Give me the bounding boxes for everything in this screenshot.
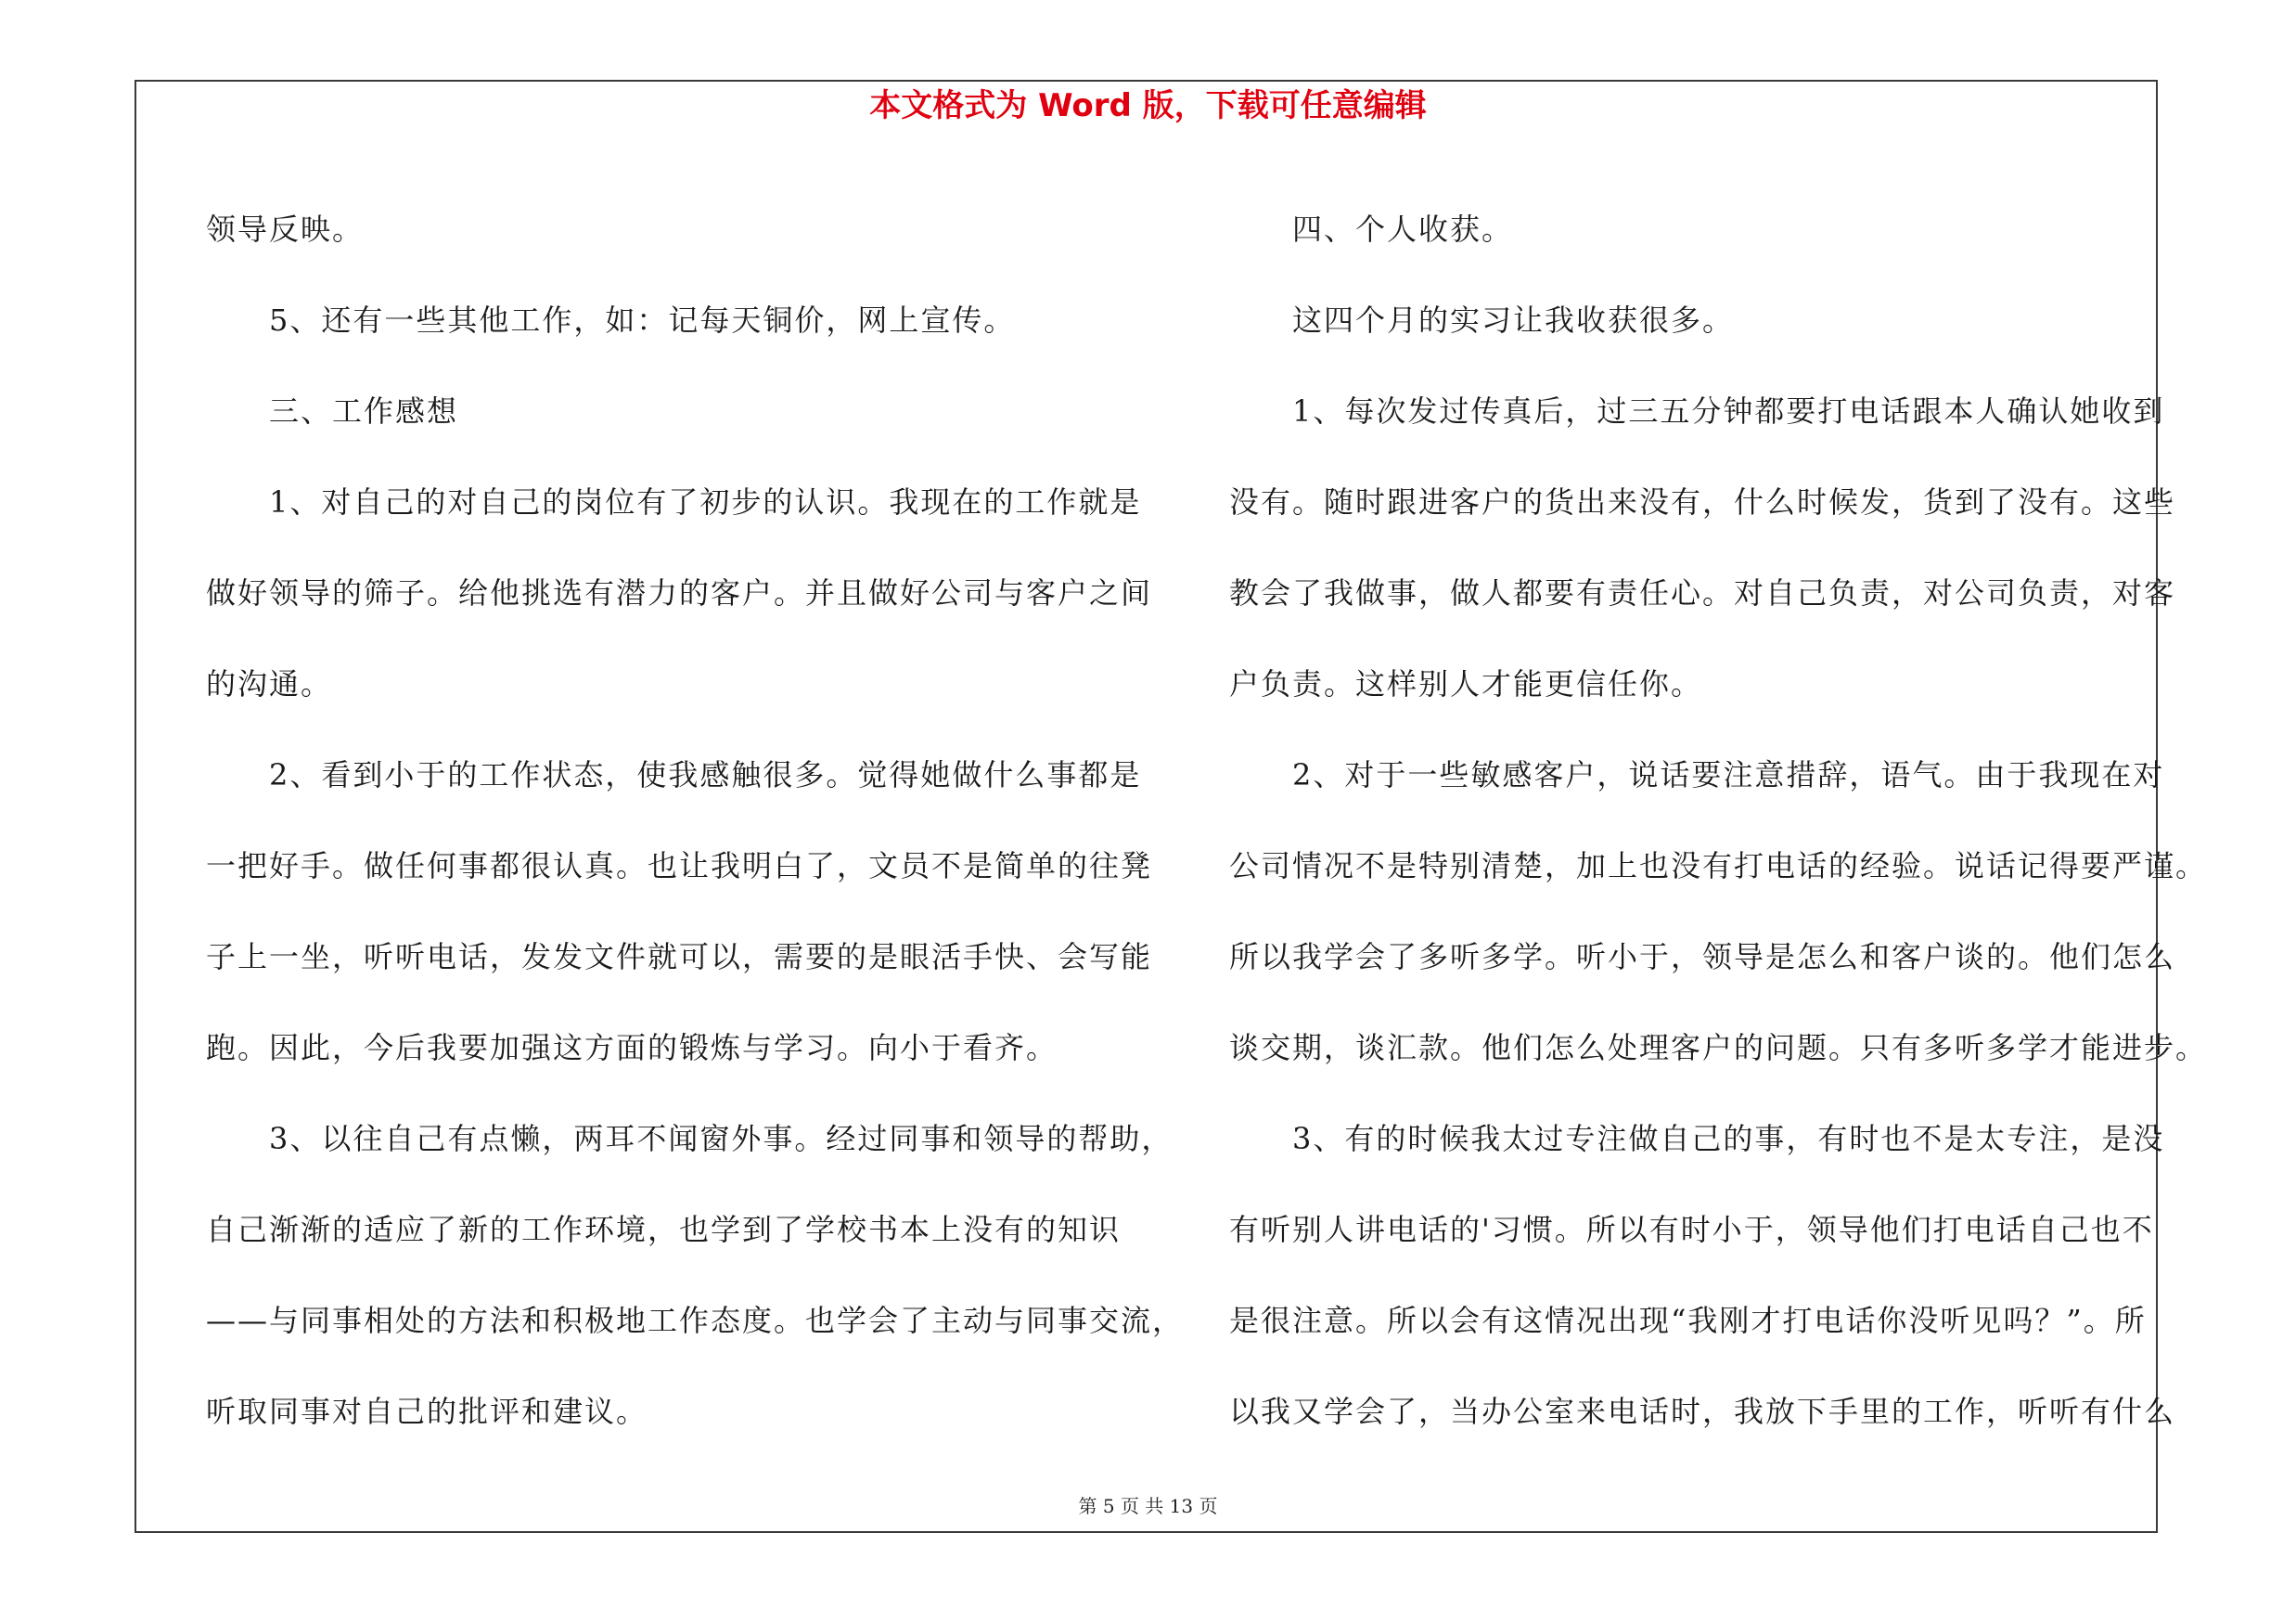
text-line: 教会了我做事，做人都要有责任心。对自己负责，对公司负责，对客	[1229, 575, 2176, 611]
text-line: 自己渐渐的适应了新的工作环境，也学到了学校书本上没有的知识	[206, 1212, 1122, 1247]
right-text-column	[1229, 184, 2208, 1457]
text-line: 户负责。这样别人才能更信任你。	[1229, 666, 1703, 702]
page-number: 第 5 页 共 13 页	[1078, 1495, 1218, 1517]
text-line: 3、以往自己有点懒，两耳不闻窗外事。经过同事和领导的帮助，	[269, 1121, 1174, 1156]
text-line: 做好领导的筛子。给他挑选有潜力的客户。并且做好公司与客户之间	[206, 575, 1153, 611]
text-line: 所以我学会了多听多学。听小于，领导是怎么和客户谈的。他们怎么	[1229, 939, 2176, 974]
text-line: ——与同事相处的方法和积极地工作态度。也学会了主动与同事交流，	[206, 1303, 1185, 1338]
format-banner: 本文格式为 Word 版，下载可任意编辑	[869, 87, 1427, 124]
text-line: 一把好手。做任何事都很认真。也让我明白了，文员不是简单的往凳	[206, 848, 1153, 883]
text-line: 3、有的时候我太过专注做自己的事，有时也不是太专注，是没	[1292, 1121, 2165, 1156]
text-line: 子上一坐，听听电话，发发文件就可以，需要的是眼活手快、会写能	[206, 939, 1153, 974]
text-line: 这四个月的实习让我收获很多。	[1292, 303, 1735, 338]
text-line: 2、看到小于的工作状态，使我感触很多。觉得她做什么事都是	[269, 757, 1142, 792]
text-line: 四、个人收获。	[1292, 212, 1514, 247]
text-line: 谈交期，谈汇款。他们怎么处理客户的问题。只有多听多学才能进步。	[1229, 1030, 2208, 1065]
text-line: 跑。因此，今后我要加强这方面的锻炼与学习。向小于看齐。	[206, 1030, 1058, 1065]
text-line: 没有。随时跟进客户的货出来没有，什么时候发，货到了没有。这些	[1229, 484, 2176, 520]
left-text-column	[206, 184, 1185, 1457]
text-line: 2、对于一些敏感客户，说话要注意措辞，语气。由于我现在对	[1292, 757, 2165, 792]
text-line: 听取同事对自己的批评和建议。	[206, 1394, 648, 1429]
text-line: 1、每次发过传真后，过三五分钟都要打电话跟本人确认她收到	[1292, 393, 2165, 429]
text-line: 以我又学会了，当办公室来电话时，我放下手里的工作，听听有什么	[1229, 1394, 2176, 1429]
text-line: 领导反映。	[206, 212, 365, 247]
text-line: 公司情况不是特别清楚，加上也没有打电话的经验。说话记得要严谨。	[1229, 848, 2208, 883]
text-line: 三、工作感想	[269, 393, 459, 429]
text-line: 1、对自己的对自己的岗位有了初步的认识。我现在的工作就是	[269, 484, 1142, 520]
text-line: 的沟通。	[206, 666, 333, 702]
text-line: 是很注意。所以会有这情况出现“我刚才打电话你没听见吗？”。所	[1229, 1303, 2147, 1338]
text-line: 有听别人讲电话的'习惯。所以有时小于，领导他们打电话自己也不	[1229, 1212, 2154, 1247]
text-line: 5、还有一些其他工作，如：记每天铜价，网上宣传。	[269, 303, 1016, 338]
